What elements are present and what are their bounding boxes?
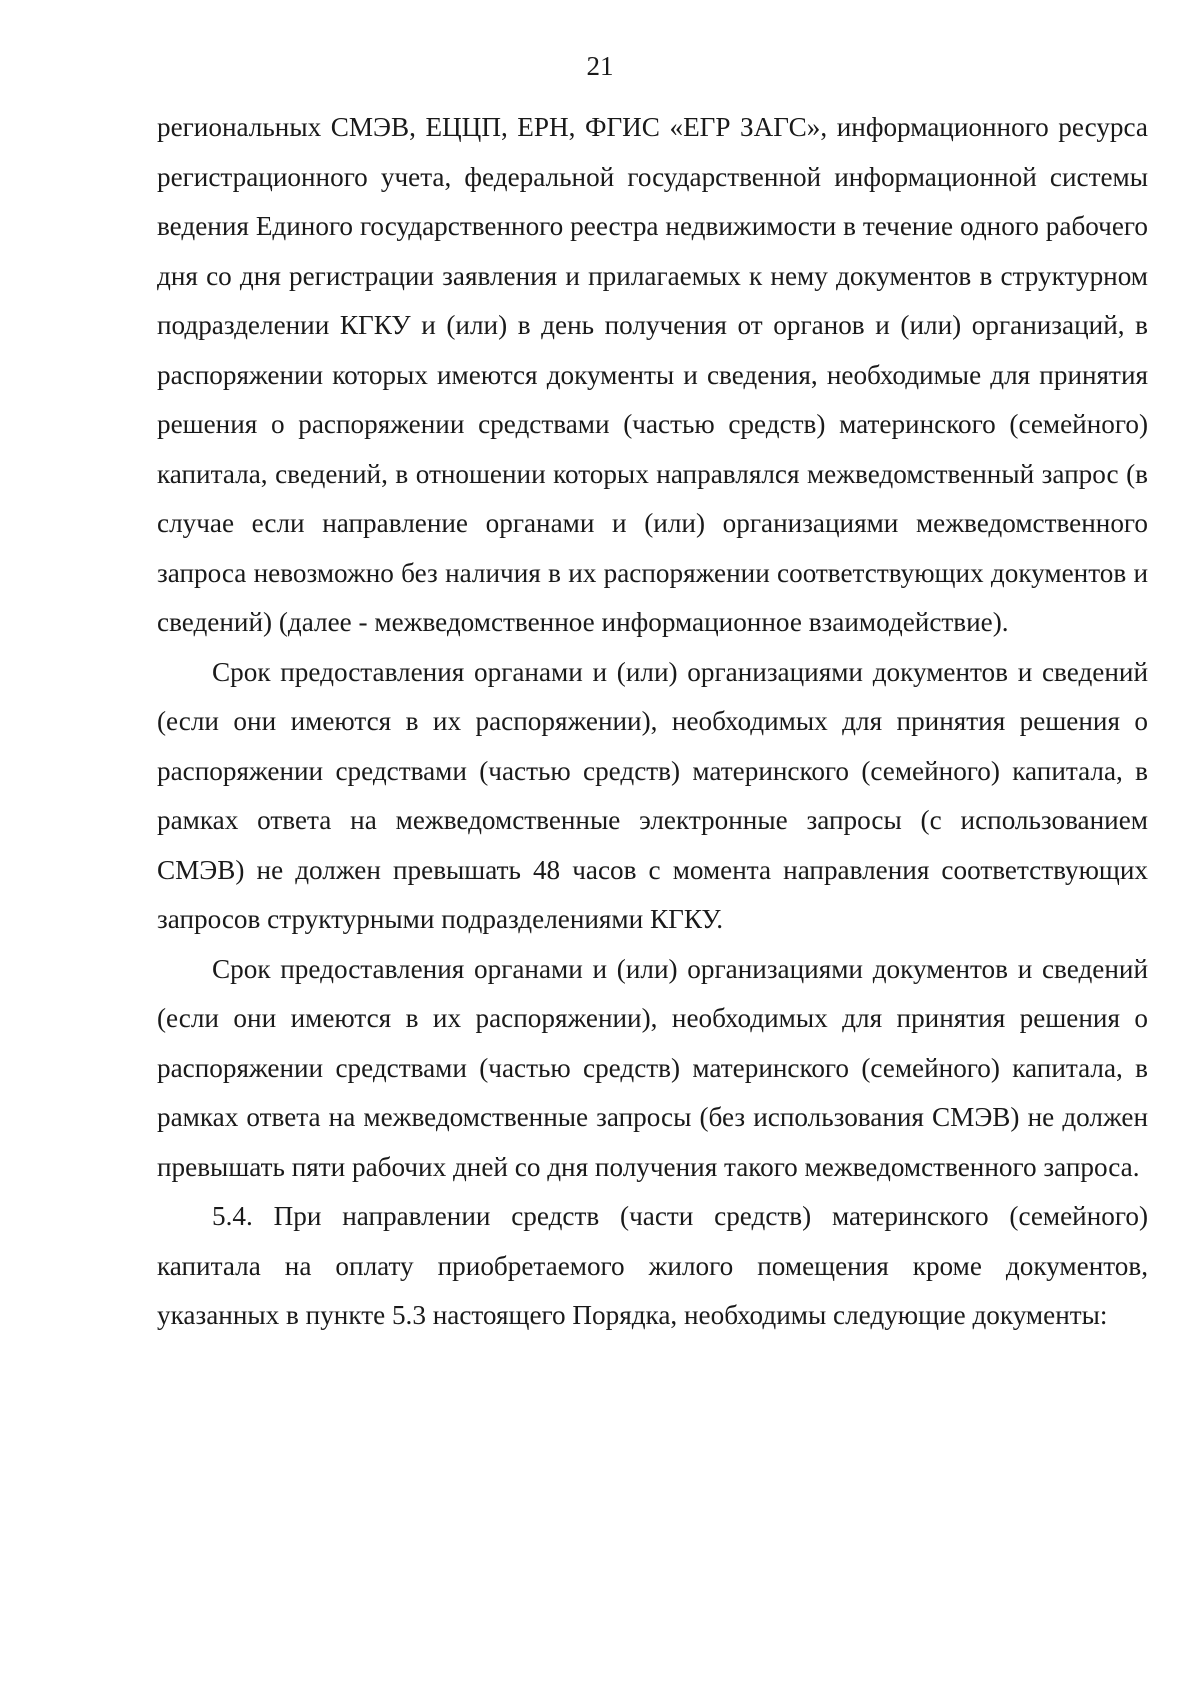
page-number: 21 <box>586 51 614 81</box>
paragraph-continuation: региональных СМЭВ, ЕЦЦП, ЕРН, ФГИС «ЕГР ЗАГС», информационного ресурса регистрационного учета, федеральной государственной информационной системы ведения Единого государственного реестра недвижимости в течение одного рабочего дня со дня регистрации заявления и прилагаемых к нему документов в структурном подразделении КГКУ и (или) в день получения от органов и (или) организаций, в распоряжении которых имеются документы и сведения, необходимые для принятия решения о распоряжении средствами (частью средств) материнского (семейного) капитала, сведений, в отношении которых направлялся межведомственный запрос (в случае если направление органами и (или) организациями межведомственного запроса невозможно без наличия в их распоряжении соответствующих документов и сведений) (далее - межведомственное информационное взаимодействие). <box>157 112 1148 637</box>
paragraph-electronic-requests-deadline: Срок предоставления органами и (или) организациями документов и сведений (если они имеются в их распоряжении), необходимых для принятия решения о распоряжении средствами (частью средств) материнского (семейного) капитала, в рамках ответа на межведомственные электронные запросы (с использованием СМЭВ) не должен превышать 48 часов с момента направления соответствующих запросов структурными подразделениями КГКУ. <box>157 656 1148 934</box>
paragraph-clause-5-4: 5.4. При направлении средств (части средств) материнского (семейного) капитала на оплату приобретаемого жилого помещения кроме документов, указанных в пункте 5.3 настоящего Порядка, необходимы следующие документы: <box>157 1201 1148 1330</box>
paragraph-non-electronic-requests-deadline: Срок предоставления органами и (или) организациями документов и сведений (если они имеются в их распоряжении), необходимых для принятия решения о распоряжении средствами (частью средств) материнского (семейного) капитала, в рамках ответа на межведомственные запросы (без использования СМЭВ) не должен превышать пяти рабочих дней со дня получения такого межведомственного запроса. <box>157 953 1148 1182</box>
document-body <box>157 103 1148 1341</box>
